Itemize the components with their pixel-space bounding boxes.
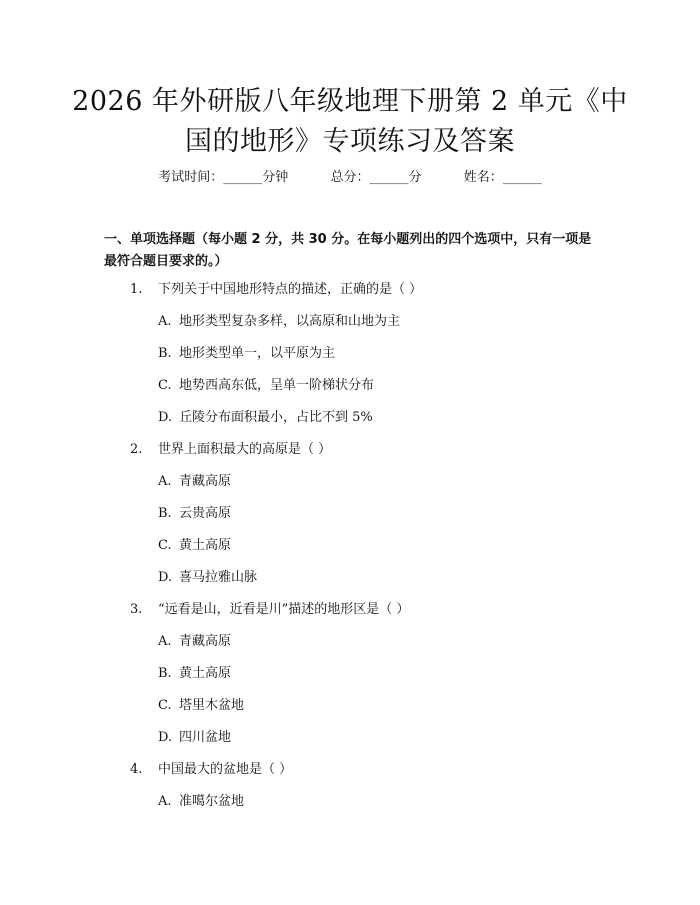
question-number: 4. bbox=[130, 762, 143, 777]
option-letter: B. bbox=[158, 506, 172, 521]
option-letter: A. bbox=[158, 794, 172, 809]
option-text: 地势西高东低，呈单一阶梯状分布 bbox=[179, 378, 375, 393]
student-name: 姓名：______ bbox=[463, 170, 542, 185]
section-heading: 一、单项选择题（每小题 2 分，共 30 分。在每小题列出的四个选项中，只有一项是最符合题目要求的。） bbox=[104, 232, 592, 269]
option bbox=[0, 728, 700, 760]
option-letter: B. bbox=[158, 666, 172, 681]
option bbox=[0, 792, 700, 824]
option-letter: C. bbox=[158, 698, 172, 713]
question bbox=[0, 440, 700, 472]
option bbox=[0, 568, 700, 600]
question-list bbox=[0, 280, 700, 824]
option bbox=[0, 472, 700, 504]
option bbox=[0, 376, 700, 408]
question bbox=[0, 760, 700, 792]
question bbox=[0, 280, 700, 312]
option bbox=[0, 344, 700, 376]
option-letter: B. bbox=[158, 346, 172, 361]
option-text: 喜马拉雅山脉 bbox=[179, 570, 258, 585]
option bbox=[0, 504, 700, 536]
title-line-1: 2026 年外研版八年级地理下册第 2 单元《中 bbox=[72, 86, 628, 117]
option bbox=[0, 408, 700, 440]
option bbox=[0, 312, 700, 344]
question-number: 1. bbox=[130, 282, 143, 297]
option-letter: C. bbox=[158, 378, 172, 393]
option-letter: A. bbox=[158, 474, 172, 489]
option-letter: D. bbox=[158, 410, 173, 425]
option bbox=[0, 536, 700, 568]
option-text: 丘陵分布面积最小，占比不到 5% bbox=[179, 410, 373, 425]
option-letter: D. bbox=[158, 730, 173, 745]
title-line-2: 国的地形》专项练习及答案 bbox=[185, 126, 515, 157]
option-letter: D. bbox=[158, 570, 173, 585]
option bbox=[0, 696, 700, 728]
option-letter: C. bbox=[158, 538, 172, 553]
option-letter: A. bbox=[158, 314, 172, 329]
option-text: 准噶尔盆地 bbox=[179, 794, 245, 809]
question-text: 世界上面积最大的高原是（ ） bbox=[158, 442, 332, 457]
option-text: 塔里木盆地 bbox=[179, 698, 245, 713]
exam-meta bbox=[0, 168, 700, 188]
exam-time: 考试时间：______分钟 bbox=[158, 170, 289, 185]
page-title bbox=[70, 82, 630, 162]
question-text: 下列关于中国地形特点的描述，正确的是（ ） bbox=[158, 282, 423, 297]
option-text: 地形类型复杂多样，以高原和山地为主 bbox=[179, 314, 401, 329]
option bbox=[0, 664, 700, 696]
option bbox=[0, 632, 700, 664]
option-text: 云贵高原 bbox=[179, 506, 232, 521]
option-text: 黄土高原 bbox=[179, 538, 232, 553]
question bbox=[0, 600, 700, 632]
option-text: 青藏高原 bbox=[179, 474, 232, 489]
question-number: 3. bbox=[130, 602, 143, 617]
total-score: 总分：______分 bbox=[330, 170, 422, 185]
option-text: 青藏高原 bbox=[179, 634, 232, 649]
question-text: 中国最大的盆地是（ ） bbox=[158, 762, 293, 777]
option-letter: A. bbox=[158, 634, 172, 649]
option-text: 四川盆地 bbox=[179, 730, 232, 745]
question-number: 2. bbox=[130, 442, 143, 457]
option-text: 地形类型单一，以平原为主 bbox=[179, 346, 336, 361]
question-text: “远看是山，近看是川”描述的地形区是（ ） bbox=[158, 602, 410, 617]
option-text: 黄土高原 bbox=[179, 666, 232, 681]
